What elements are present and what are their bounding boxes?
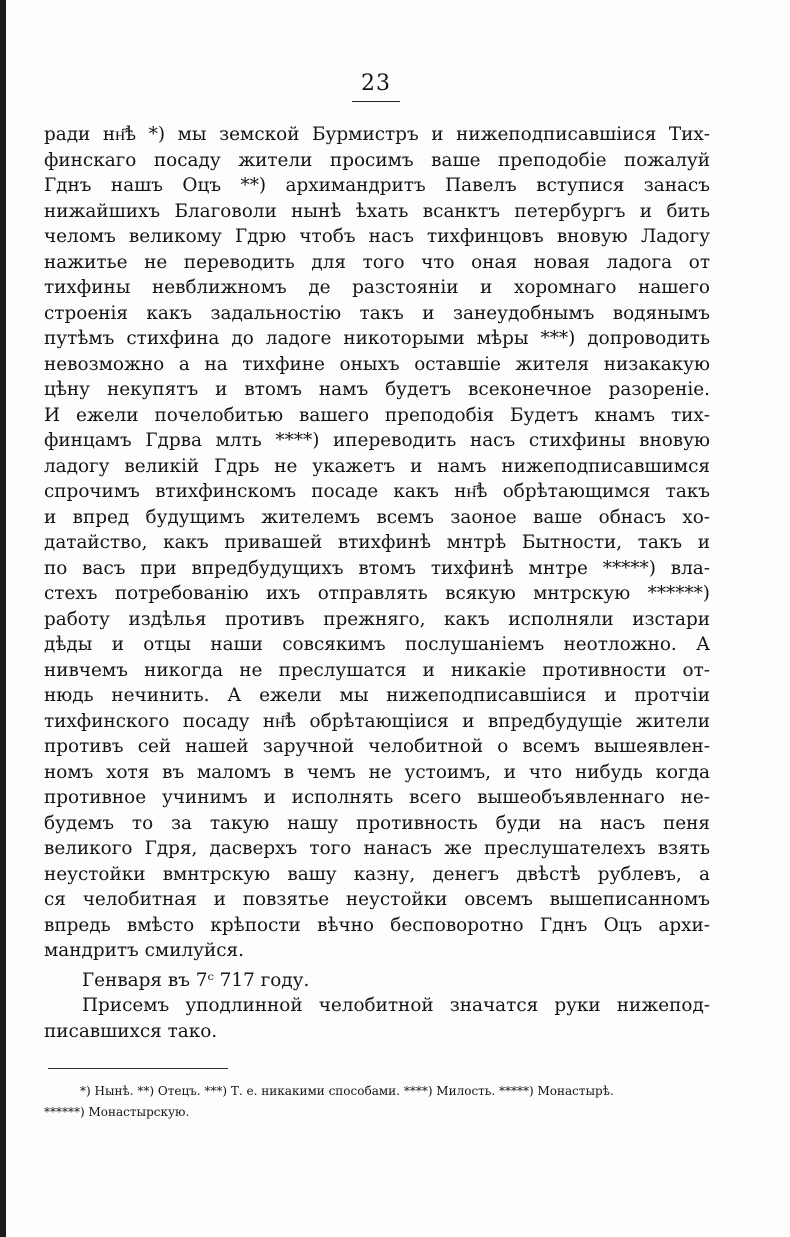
text-line: по васъ при впредбудущихъ втомъ тихфинѣ мнтре *****) вла-: [44, 557, 710, 579]
text-line: великого Гдря, дасверхъ того нанасъ же преслушателехъ взять: [44, 838, 710, 859]
text-line: путѣмъ стихфина до ладоге никоторыми мѣры ***) допроводить: [44, 328, 710, 349]
text-line: И ежели почелобитью вашего преподобiя Будетъ кнамъ тих-: [44, 404, 710, 426]
text-line: дѣды и отцы наши совсякимъ послушанiемъ неотложно. А: [44, 634, 710, 655]
text-line: тихфинского посаду нн҃ѣ обрѣтающiися и впредбудущiе жители: [44, 710, 710, 732]
text-line: противное учинимъ и исполнять всего вышеобъявленнаго не-: [44, 787, 710, 808]
closing-line: писавшихся тако.: [44, 1020, 218, 1042]
text-line: финцамъ Гдрва млть ****) ипереводить насъ стихфины вновую: [44, 430, 710, 451]
text-line: будемъ то за такую нашу противность буди на насъ пеня: [44, 812, 710, 834]
text-line: ладогу великiй Гдрь не укажетъ и намъ нижеподписавшимся: [44, 455, 710, 477]
text-line: нюдь нечинить. А ежели мы нижеподписавшiися и протчiи: [44, 685, 710, 706]
text-line: противъ сей нашей заручной челобитной о всемъ вышеявлен-: [44, 736, 710, 757]
text-line: неустойки вмнтрскую вашу казну, денегъ двѣстѣ рублевъ, а: [44, 863, 710, 885]
footnotes: [44, 1081, 710, 1123]
page-spine-edge: [0, 0, 6, 1237]
text-line: Гднъ нашъ Оцъ **) архимандритъ Павелъ вступися занасъ: [44, 175, 710, 196]
closing-line: Присемъ уподлинной челобитной значатся руки нижепод-: [82, 995, 710, 1016]
text-line: нажитье не переводить для того что оная новая ладога от: [44, 251, 710, 273]
date-line: Генваря въ 7ᶜ 717 году.: [82, 969, 310, 991]
text-line: стехъ потребованiю ихъ отправлять всякую мнтрскую ******): [44, 583, 710, 604]
text-line: работу издѣлья противъ прежняго, какъ исполняли изстари: [44, 608, 710, 630]
footnote-line: ******) Монастырскую.: [44, 1105, 190, 1119]
page-number-underline: [352, 101, 400, 102]
text-line: челомъ великому Гдрю чтобъ насъ тихфинцовъ вновую Ладогу: [44, 226, 710, 247]
text-line: нижайшихъ Благоволи нынѣ ѣхать всанктъ петербургъ и бить: [44, 200, 710, 222]
text-line: невозможно а на тихфине оныхъ оставшiе жителя низакакую: [44, 353, 710, 375]
text-line: номъ хотя въ маломъ в чемъ не устоимъ, и что нибудь когда: [44, 761, 710, 783]
petition-text: [44, 122, 710, 1044]
page-number: 23: [361, 71, 391, 96]
text-line: и впред будущимъ жителемъ всемъ заоное ваше обнасъ хо-: [44, 506, 710, 528]
text-line: ради нн҃ѣ *) мы земской Бурмистръ и нижеподписавшiися Тих-: [44, 124, 710, 145]
text-line: цѣну некупятъ и втомъ намъ будетъ всеконечное разоренiе.: [44, 379, 710, 400]
text-line: спрочимъ втихфинскомъ посаде какъ нн҃ѣ обрѣтающимся такъ: [44, 481, 710, 502]
footnote-line: *) Нынѣ. **) Отецъ. ***) Т. е. никакими способами. ****) Милость. *****) Монастырѣ.: [80, 1084, 614, 1098]
text-line: финскаго посаду жители просимъ ваше преподобiе пожалуй: [44, 149, 710, 171]
text-line: впредь вмѣсто крѣпости вѣчно бесповоротно Гднъ Оцъ архи-: [44, 914, 710, 936]
text-line: строенiя какъ задальностiю такъ и занеудобнымъ водянымъ: [44, 302, 710, 324]
text-line: мандритъ смилуйся.: [44, 940, 244, 961]
text-line: ся челобитная и повзятье неустойки овсемъ вышеписанномъ: [44, 889, 710, 910]
footnote-separator: [48, 1068, 228, 1069]
text-line: нивчемъ никогда не преслушатся и никакiе противности от-: [44, 659, 710, 681]
text-line: тихфины невближномъ де разстоянiи и хоромнаго нашего: [44, 277, 710, 298]
text-line: датайство, какъ привашей втихфинѣ мнтрѣ Бытности, такъ и: [44, 532, 710, 553]
